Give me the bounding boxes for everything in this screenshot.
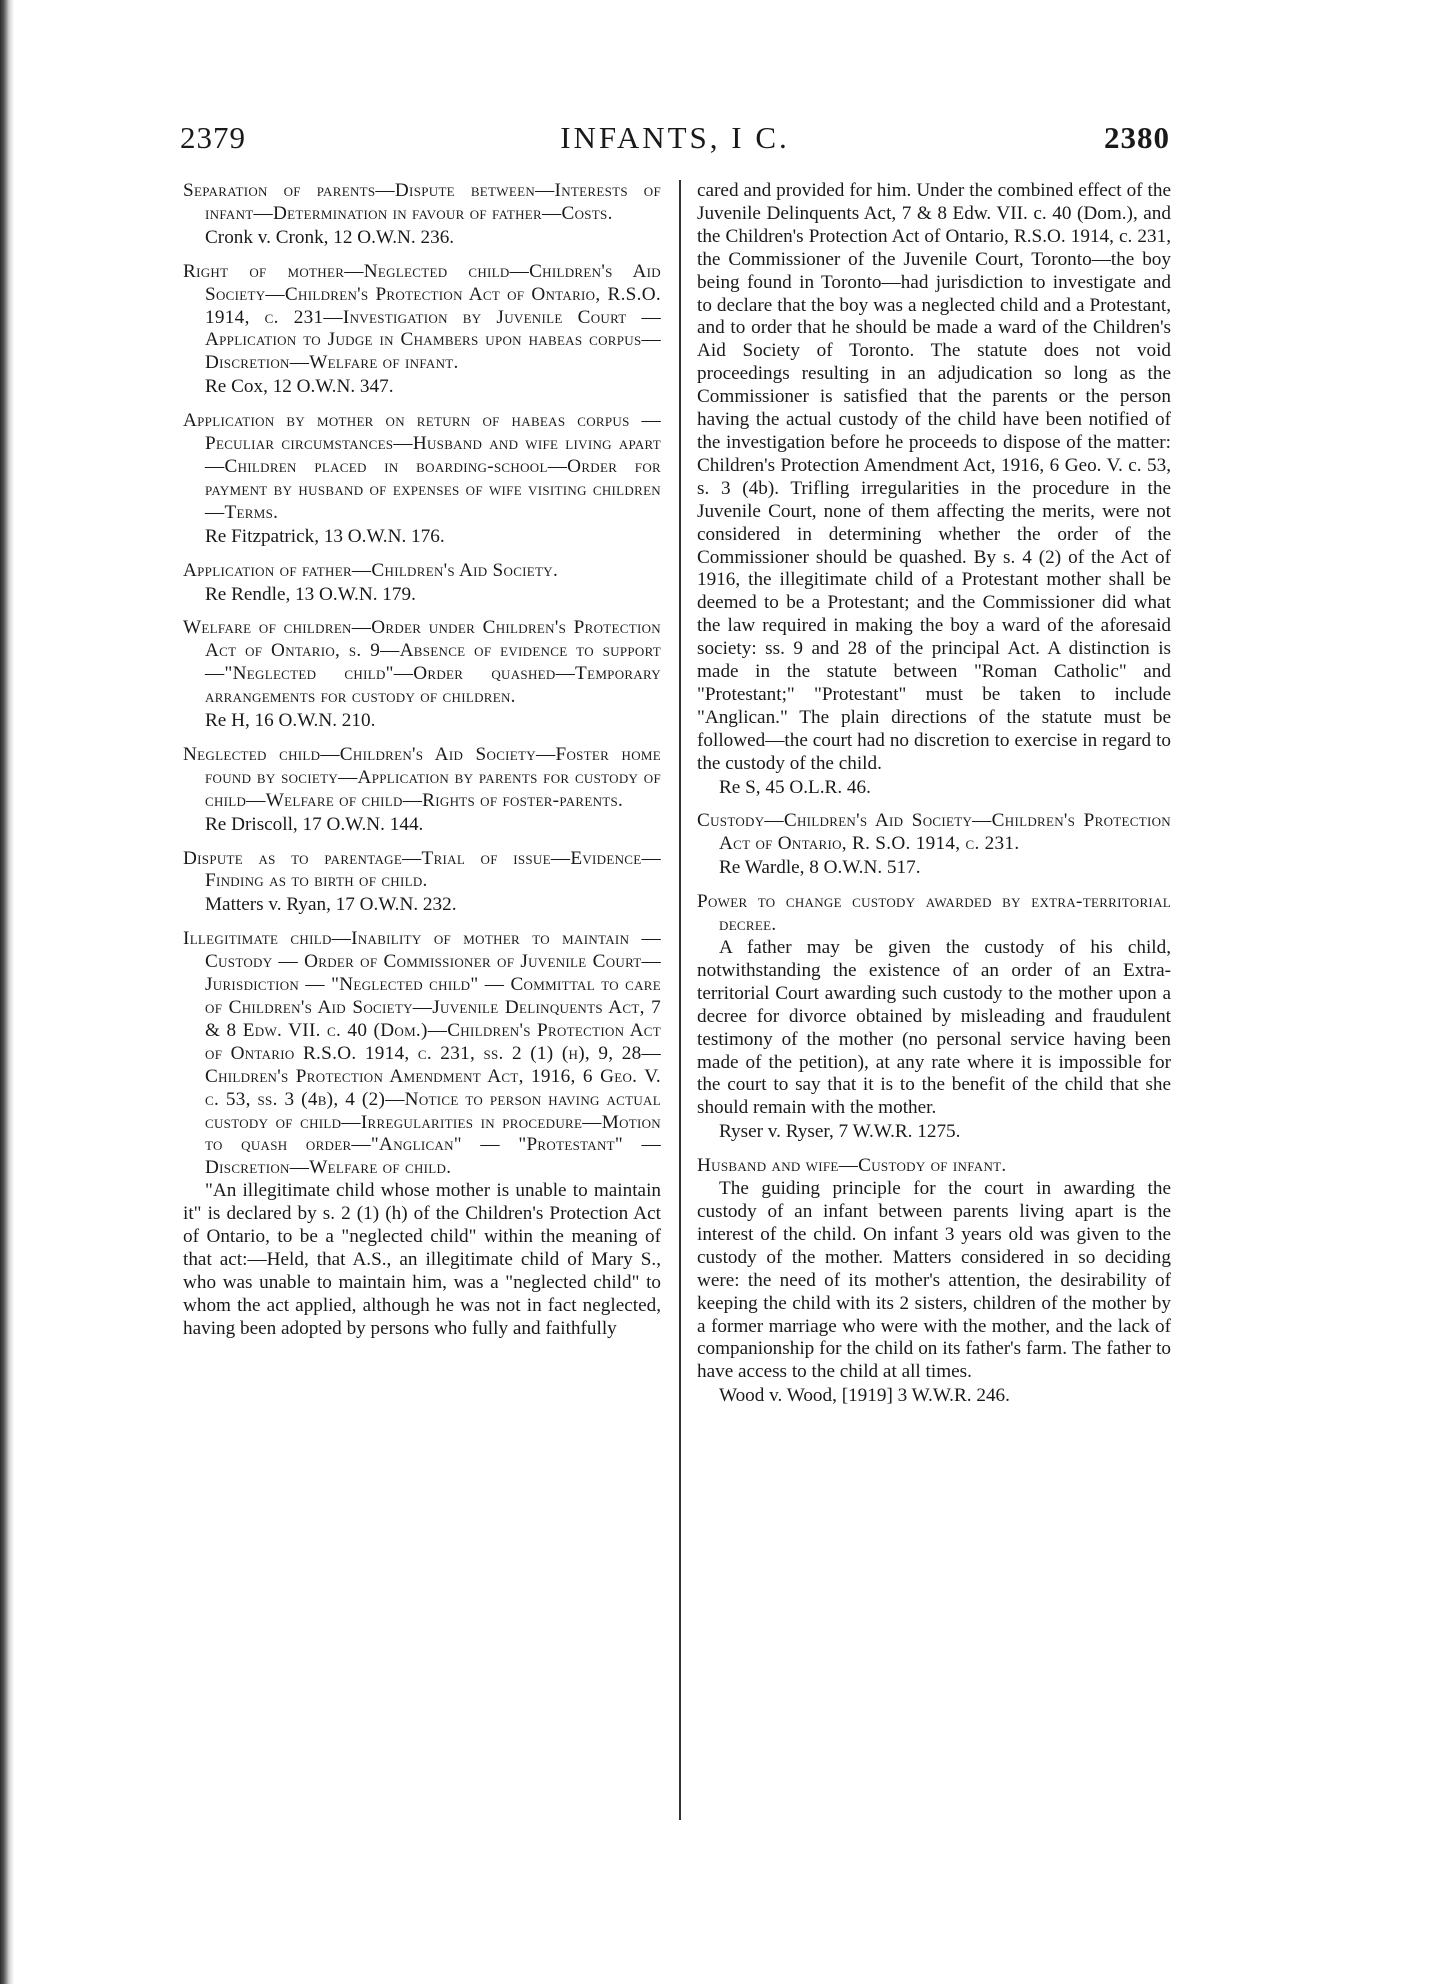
headnote: Right of mother—Neglected child—Children's Aid Society—Children's Protection Act of Ontario, R.S.O. 1914, c. 231—Investigation by Juvenile Court — Application to Judge in Chambers upon habeas corpus—Discretion—Welfare of infant. <box>183 260 661 374</box>
digest-entry <box>183 928 661 1340</box>
digest-entry <box>183 261 661 399</box>
case-citation: Re Rendle, 13 O.W.N. 179. <box>205 583 416 605</box>
digest-entry <box>183 410 661 548</box>
case-citation: Re Wardle, 8 O.W.N. 517. <box>719 857 921 879</box>
continued-paragraph: cared and provided for him. Under the combined effect of the Juvenile Delinquents Act, 7 & 8 Edw. VII. c. 40 (Dom.), and the Children's Protection Act of Ontario, R.S.O. 1914, c. 231, the Commissioner of the Juvenile Court, Toronto—the boy being found in Toronto—had jurisdiction to investigate and to declare that the boy was a neglected child and a Protestant, and to order that he should be made a ward of the Children's Aid Society of Toronto. The statute does not void proceedings resulting in an adjudication so long as the Commissioner is satisfied that the parents or the person having the actual custody of the child have been notified of the investigation before he proceeds to dispose of the matter: Children's Protection Amendment Act, 1916, 6 Geo. V. c. 53, s. 3 (4b). Trifling irregularities in the procedure in the Juvenile Court, none of them affecting the merits, were not considered in determining whether the order of the Commissioner should be quashed. By s. 4 (2) of the Act of 1916, the illegitimate child of a Protestant mother shall be deemed to be a Protestant; and the Commissioner did what the law required in making the boy a ward of the aforesaid society: ss. 9 and 28 of the principal Act. A distinction is made in the statute between "Roman Catholic" and "Protestant;" "Protestant" must be taken to include "Anglican." The plain directions of the statute must be followed—the court had no discretion to exercise in regard to the custody of the child. <box>697 180 1171 774</box>
column-divider <box>679 180 681 1820</box>
case-citation: Ryser v. Ryser, 7 W.W.R. 1275. <box>719 1121 961 1143</box>
summary-paragraph: "An illegitimate child whose mother is unable to maintain it" is declared by s. 2 (1) (h) of the Children's Protection Act of Ontario, to be a "neglected child" within the meaning of that act:—Held, that A.S., an illegitimate child of Mary S., who was unable to maintain him, was a "neglected child" to whom the act applied, although he was not in fact neglected, having been adopted by persons who fully and faithfully <box>183 1180 661 1339</box>
headnote: Neglected child—Children's Aid Society—Foster home found by society—Application by parents for custody of child—Welfare of child—Rights of foster-parents. <box>183 743 661 811</box>
digest-entry <box>697 810 1171 880</box>
digest-entry <box>183 744 661 837</box>
left-column <box>183 180 661 1352</box>
case-citation: Wood v. Wood, [1919] 3 W.W.R. 246. <box>719 1385 1010 1407</box>
headnote: Separation of parents—Dispute between—Interests of infant—Determination in favour of father—Costs. <box>183 180 661 224</box>
digest-entry <box>183 848 661 918</box>
digest-entry <box>697 891 1171 1144</box>
digest-entry <box>697 1155 1171 1408</box>
page-number-right: 2380 <box>1104 120 1170 155</box>
running-title: INFANTS, I C. <box>560 120 790 155</box>
scan-binding-edge <box>0 0 14 1984</box>
right-column <box>697 180 1171 1419</box>
case-citation: Re Cox, 12 O.W.N. 347. <box>205 376 394 398</box>
digest-entry <box>183 617 661 733</box>
page-number-left: 2379 <box>180 120 246 155</box>
headnote: Application of father—Children's Aid Society. <box>183 559 559 581</box>
headnote: Husband and wife—Custody of infant. <box>697 1155 1007 1177</box>
headnote: Application by mother on return of habeas corpus — Peculiar circumstances—Husband and wife living apart—Children placed in boarding-school—Order for payment by husband of expenses of wife visiting children—Terms. <box>183 410 661 523</box>
headnote: Power to change custody awarded by extra-territorial decree. <box>697 891 1171 936</box>
case-citation: Re S, 45 O.L.R. 46. <box>719 776 871 798</box>
digest-entry <box>183 180 661 250</box>
digest-entry <box>183 560 661 607</box>
headnote: Custody—Children's Aid Society—Children's Protection Act of Ontario, R. S.O. 1914, c. 231. <box>697 810 1171 855</box>
case-citation: Cronk v. Cronk, 12 O.W.N. 236. <box>205 226 455 248</box>
headnote: Dispute as to parentage—Trial of issue—Evidence—Finding as to birth of child. <box>183 847 661 892</box>
headnote: Illegitimate child—Inability of mother to maintain — Custody — Order of Commissioner of Juvenile Court—Jurisdiction — "Neglected child" — Committal to care of Children's Aid Society—Juvenile Delinquents Act, 7 & 8 Edw. VII. c. 40 (Dom.)—Children's Protection Act of Ontario R.S.O. 1914, c. 231, ss. 2 (1) (h), 9, 28—Children's Protection Amendment Act, 1916, 6 Geo. V. c. 53, ss. 3 (4b), 4 (2)—Notice to person having actual custody of child—Irregularities in procedure—Motion to quash order—"Anglican" — "Protestant" — Discretion—Welfare of child. <box>183 928 661 1179</box>
case-citation: Re Fitzpatrick, 13 O.W.N. 176. <box>205 525 445 547</box>
case-citation: Matters v. Ryan, 17 O.W.N. 232. <box>205 894 457 916</box>
digest-entry-continued <box>697 180 1171 799</box>
headnote: Welfare of children—Order under Children's Protection Act of Ontario, s. 9—Absence of evidence to support—"Neglected child"—Order quashed—Temporary arrangements for custody of children. <box>183 617 661 708</box>
summary-paragraph: A father may be given the custody of his child, notwithstanding the existence of an order of an Extra-territorial Court awarding such custody to the mother upon a decree for divorce obtained by misleading and fraudulent testimony of the mother (no personal service having been made of the petition), at any rate where it is impossible for the court to say that it is to the benefit of the child that she should remain with the mother. <box>697 937 1171 1119</box>
page-header <box>180 120 1170 160</box>
case-citation: Re Driscoll, 17 O.W.N. 144. <box>205 813 424 835</box>
summary-paragraph: The guiding principle for the court in awarding the custody of an infant between parents living apart is the interest of the child. On infant 3 years old was given to the custody of the mother. Matters considered in so deciding were: the need of its mother's attention, the desirability of keeping the child with its 2 sisters, children of the mother by a former marriage who were with the mother, and the lack of companionship for the child on its father's farm. The father to have access to the child at all times. <box>697 1178 1171 1383</box>
case-citation: Re H, 16 O.W.N. 210. <box>205 710 376 732</box>
